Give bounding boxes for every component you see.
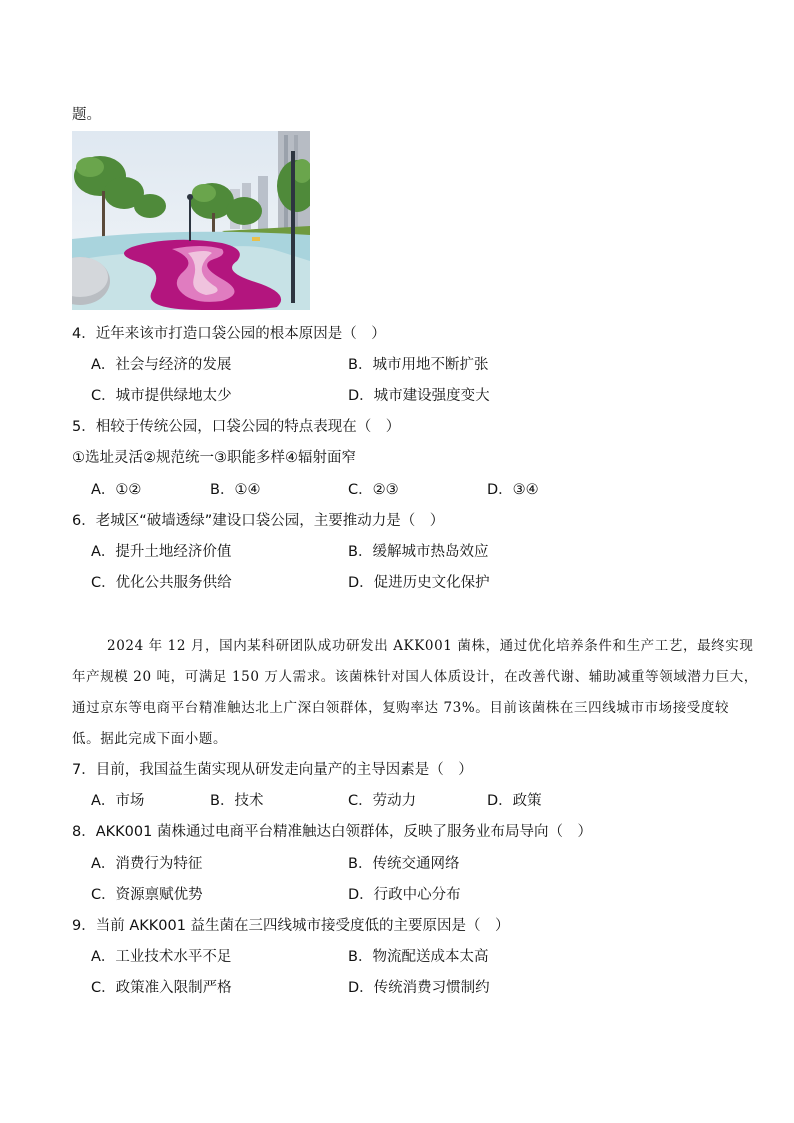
question-6-stem: 6．老城区“破墙透绿”建设口袋公园，主要推动力是（ ）: [72, 513, 445, 529]
passage-line-4: 低。据此完成下面小题。: [72, 731, 228, 747]
q8-option-d[interactable]: D．行政中心分布: [348, 887, 461, 903]
q9-option-a[interactable]: A．工业技术水平不足: [91, 949, 232, 965]
q9-option-c[interactable]: C．政策准入限制严格: [91, 980, 232, 996]
question-9-stem: 9．当前 AKK001 益生菌在三四线城市接受度低的主要原因是（ ）: [72, 918, 510, 934]
question-7-stem: 7．目前，我国益生菌实现从研发走向量产的主导因素是（ ）: [72, 762, 473, 778]
q4-option-d[interactable]: D．城市建设强度变大: [348, 388, 490, 404]
q4-option-c[interactable]: C．城市提供绿地太少: [91, 388, 232, 404]
passage-line-3: 通过京东等电商平台精准触达北上广深白领群体，复购率达 73%。目前该菌株在三四线城市市场接受度较: [72, 700, 730, 716]
question-5-items: ①选址灵活②规范统一③职能多样④辐射面窄: [72, 450, 356, 466]
question-4-stem: 4．近年来该市打造口袋公园的根本原因是（ ）: [72, 326, 386, 342]
q9-option-b[interactable]: B．物流配送成本太高: [348, 949, 489, 965]
passage-line-1: 2024 年 12 月，国内某科研团队成功研发出 AKK001 菌株，通过优化培养条件和生产工艺，最终实现: [107, 638, 754, 654]
passage-line-2: 年产规模 20 吨，可满足 150 万人需求。该菌株针对国人体质设计，在改善代谢、辅助减重等领域潜力巨大，: [72, 669, 758, 685]
q4-option-b[interactable]: B．城市用地不断扩张: [348, 357, 489, 373]
question-8-stem: 8．AKK001 菌株通过电商平台精准触达白领群体，反映了服务业布局导向（ ）: [72, 824, 592, 840]
q4-option-a[interactable]: A．社会与经济的发展: [91, 357, 232, 373]
q6-option-a[interactable]: A．提升土地经济价值: [91, 544, 232, 560]
q6-option-d[interactable]: D．促进历史文化保护: [348, 575, 490, 591]
q8-option-b[interactable]: B．传统交通网络: [348, 856, 460, 872]
q8-option-c[interactable]: C．资源禀赋优势: [91, 887, 203, 903]
q7-option-d[interactable]: D．政策: [487, 793, 542, 809]
q9-option-d[interactable]: D．传统消费习惯制约: [348, 980, 490, 996]
q7-option-b[interactable]: B．技术: [210, 793, 264, 809]
q6-option-c[interactable]: C．优化公共服务供给: [91, 575, 232, 591]
q8-option-a[interactable]: A．消费行为特征: [91, 856, 203, 872]
q7-option-c[interactable]: C．劳动力: [348, 793, 417, 809]
q7-option-a[interactable]: A．市场: [91, 793, 145, 809]
question-5-stem: 5．相较于传统公园，口袋公园的特点表现在（ ）: [72, 419, 401, 435]
q5-option-b[interactable]: B．①④: [210, 482, 261, 498]
pocket-park-photo: [72, 131, 310, 310]
q5-option-d[interactable]: D．③④: [487, 482, 539, 498]
q6-option-b[interactable]: B．缓解城市热岛效应: [348, 544, 489, 560]
q5-option-a[interactable]: A．①②: [91, 482, 142, 498]
q5-option-c[interactable]: C．②③: [348, 482, 399, 498]
intro-tail-text: 题。: [72, 107, 101, 123]
